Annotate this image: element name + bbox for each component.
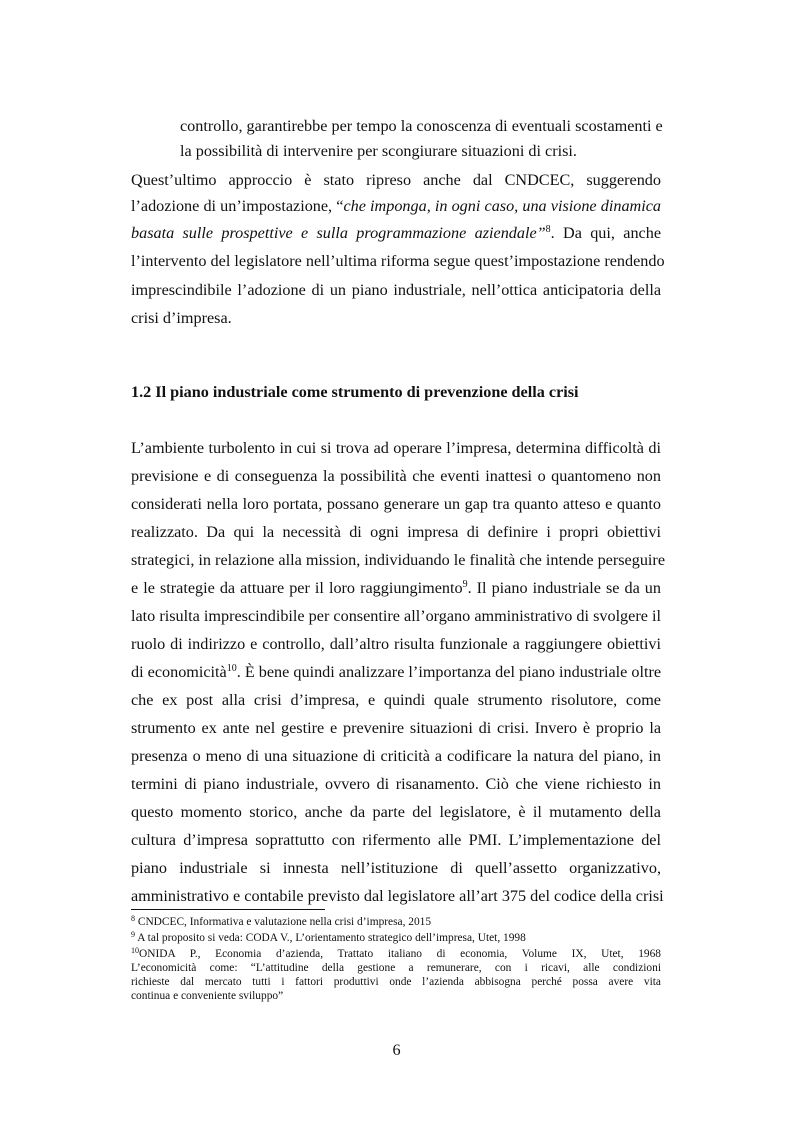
body-line: considerati nella loro portata, possano generare un gap tra quanto atteso e quanto [131,495,661,513]
body-line: di economicità$^{10}$. È bene quindi analizzare l’importanza del piano industriale oltre [131,663,662,681]
body-line: ruolo di indirizzo e controllo, dall’altro risulta funzionale a raggiungere obiettivi [131,635,661,653]
footnote-10: $^{10}$ONIDA P., Economia d’azienda, Trattato italiano di economia, Volume IX, Utet, 1968 [131,946,661,960]
body-line: lato risulta imprescindibile per consentire all’organo amministrativo di svolgere il [131,607,661,625]
page-number: 6 [392,1041,401,1059]
italic-quote: basata sulle prospettive e sulla programmazione aziendale” [131,224,546,242]
body-line: crisi d’impresa. [131,309,232,327]
quote-line: la possibilità di intervenire per scongiurare situazioni di crisi. [180,142,577,160]
italic-quote: che imponga, in ogni caso, una visione dinamica [343,197,661,215]
quote-line: controllo, garantirebbe per tempo la conoscenza di eventuali scostamenti e [180,117,663,135]
footnote-10-continued: richieste dal mercato tutti i fattori produttivi onde l’azienda abbisogna perché possa avere vita [131,976,661,988]
body-line: cultura d’impresa soprattutto con rifermento alle PMI. L’implementazione del [131,831,661,849]
body-line: strumento ex ante nel gestire e prevenire situazioni di crisi. Invero è proprio la [131,719,661,737]
footnote-9: $^9$ A tal proposito si veda: CODA V., L’orientamento strategico dell’impresa, Utet, 1998 [131,930,526,944]
body-line: strategici, in relazione alla mission, individuando le finalità che intende perseguire [131,551,666,569]
body-line: L’ambiente turbolento in cui si trova ad operare l’impresa, determina difficoltà di [131,439,661,457]
body-line: che ex post alla crisi d’impresa, e quindi quale strumento risolutore, come [131,691,661,709]
body-line: l’adozione di un’impostazione, “che imponga, in ogni caso, una visione dinamica [131,197,661,215]
section-heading: 1.2 Il piano industriale come strumento di prevenzione della crisi [131,383,579,401]
body-line: basata sulle prospettive e sulla programmazione aziendale”$^8$. Da qui, anche [131,224,661,242]
body-line: imprescindibile l’adozione di un piano industriale, nell’ottica anticipatoria della [131,281,661,299]
footnote-10-continued: L’economicità come: “L’attitudine della gestione a remunerare, con i ricavi, alle condizioni [131,962,661,974]
footnote-ref[interactable]: 8 [545,224,551,235]
body-line: questo momento storico, anche da parte del legislatore, è il mutamento della [131,803,661,821]
body-line: amministrativo e contabile previsto dal legislatore all’art 375 del codice della crisi [131,887,664,905]
body-line: presenza o meno di una situazione di criticità a codificare la natura del piano, in [131,747,661,765]
body-line: Quest’ultimo approccio è stato ripreso anche dal CNDCEC, suggerendo [131,171,661,189]
footnote-10-continued: continua e conveniente sviluppo” [131,990,284,1002]
body-line: piano industriale si innesta nell’istituzione di quell’assetto organizzativo, [131,859,661,877]
footnote-8: $^8$ CNDCEC, Informativa e valutazione nella crisi d’impresa, 2015 [131,914,432,928]
footnote-separator [131,909,325,910]
footnote-ref[interactable]: 9 [462,579,468,590]
body-line: termini di piano industriale, ovvero di risanamento. Ciò che viene richiesto in [131,775,661,793]
body-line: l’intervento del legislatore nell’ultima riforma segue quest’impostazione rendendo [131,252,665,270]
body-line: realizzato. Da qui la necessità di ogni impresa di definire i propri obiettivi [131,523,661,541]
body-line: previsione e di conseguenza la possibilità che eventi inattesi o quantomeno non [131,467,661,485]
body-line: e le strategie da attuare per il loro raggiungimento$^9$. Il piano industriale se da un [131,579,661,597]
footnote-ref[interactable]: 10 [226,663,237,674]
